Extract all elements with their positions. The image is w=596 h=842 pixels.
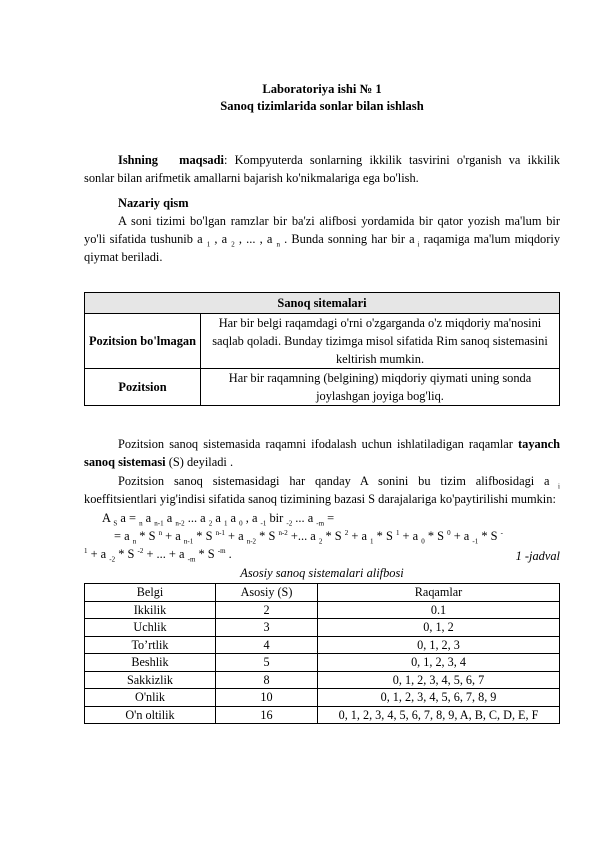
table-row <box>85 706 560 724</box>
table-cell: 0, 1, 2, 3, 4, 5, 6, 7 <box>318 671 560 689</box>
table-cell: 0, 1, 2, 3, 4, 5, 6, 7, 8, 9 <box>318 689 560 707</box>
theory-text-2: . Bunda sonning har bir a <box>284 232 415 246</box>
table-cell: 0, 1, 2, 3 <box>318 636 560 654</box>
base-paragraph <box>84 435 560 471</box>
table-cell: 0.1 <box>318 601 560 619</box>
system-name-cell: Pozitsion bo'lmagan <box>85 314 201 369</box>
table-cell: 0, 1, 2 <box>318 619 560 637</box>
table-row <box>85 619 560 637</box>
base-term: tayanch sanoq sistemasi <box>84 437 560 469</box>
table-cell: Beshlik <box>85 654 216 672</box>
table-cell: Sakkizlik <box>85 671 216 689</box>
table-cell: 0, 1, 2, 3, 4, 5, 6, 7, 8, 9, A, B, C, D, E, F <box>318 706 560 724</box>
aim-label: Ishning maqsadi <box>118 153 224 167</box>
theory-text-3: raqamiga ma'lum miqdoriy qiymat beriladi. <box>84 232 561 264</box>
expansion-paragraph: Pozitsion sanoq sistemasidagi har qanday A sonini bu tizim alifbosidagi a $_i$ koeffitsientlari yig'indisi sifatida sanoq tizimining bazasi S darajalariga ko'paytirilishi mumkin: <box>84 474 560 506</box>
table-cell: 10 <box>216 689 318 707</box>
formula-line-1: A $_S$ a = $_n$ a $_{n-1}$ a $_{n-2}$ ... a $_2$ a $_1$ a $_0$ , a $_{-1}$ bir $_{-2}$ ... a $_{-m}$ = <box>102 511 335 528</box>
column-header: Belgi <box>85 584 216 602</box>
column-header: Raqamlar <box>318 584 560 602</box>
theory-paragraph: A soni tizimi bo'lgan ramzlar bir ba'zi alifbosi yordamida bir qator yozish ma'lum bir yo'li sifatida tushunib a $_1$ , a $_2$ , ... , a $_n$ . Bunda sonning har bir a $_i$ raqamiga ma'lum miqdoriy qiymat beriladi. <box>84 214 561 264</box>
system-desc-cell: Har bir belgi raqamdagi o'rni o'zgarganda o'z miqdoriy ma'nosini saqlab qoladi. Bunday tizimga misol sifatida Rim sanoq sistemasini keltirish mumkin. <box>201 314 560 369</box>
expansion-text-2: koeffitsientlari yig'indisi sifatida sanoq tizimining bazasi S darajalariga ko'paytirilishi mumkin: <box>84 492 556 506</box>
table-row <box>85 689 560 707</box>
document-title: Laboratoriya ishi № 1 <box>262 82 382 96</box>
aim-paragraph <box>84 151 560 187</box>
systems-table-header: Sanoq sitemalari <box>85 293 560 314</box>
table-row <box>85 601 560 619</box>
table-row <box>85 671 560 689</box>
alphabet-table <box>84 583 560 724</box>
table-cell: O'nlik <box>85 689 216 707</box>
table-cell: 8 <box>216 671 318 689</box>
table-cell: 0, 1, 2, 3, 4 <box>318 654 560 672</box>
table-reference: 1 -jadval <box>515 549 560 563</box>
formula-line-2: = a $_n$ * S $^n$ + a $_{n-1}$ * S $^{n-1}$ + a $_{n-2}$ * S $^{n-2}$ +... a $_2$ * S $^2$ + a $_1$ * S $^1$ + a $_0$ * S $^0$ + a $_{-1}$ * S - $^1$ + a $_{-2}$ * S $^{-2}$ + ... + a $_{-m}$ * S $^{-m}$ . <box>84 528 503 564</box>
table-caption: Asosiy sanoq sistemalari alifbosi <box>240 566 404 580</box>
document-subtitle: Sanoq tizimlarida sonlar bilan ishlash <box>220 99 424 113</box>
table-cell: To’rtlik <box>85 636 216 654</box>
table-cell: 16 <box>216 706 318 724</box>
column-header: Asosiy (S) <box>216 584 318 602</box>
theory-text-1: A soni tizimi bo'lgan ramzlar bir ba'zi alifbosi yordamida bir qator yozish ma'lum bir yo'li sifatida tushunib <box>84 214 560 246</box>
expansion-text-1: Pozitsion sanoq sistemasidagi har qanday A sonini bu tizim alifbosidagi a <box>118 474 550 488</box>
table-cell: 3 <box>216 619 318 637</box>
table-cell: O'n oltilik <box>85 706 216 724</box>
table-row <box>85 654 560 672</box>
table-cell: Uchlik <box>85 619 216 637</box>
table-cell: Ikkilik <box>85 601 216 619</box>
number-systems-table <box>84 292 560 406</box>
table-cell: 5 <box>216 654 318 672</box>
table-cell: 4 <box>216 636 318 654</box>
table-row <box>85 636 560 654</box>
system-desc-cell: Har bir raqamning (belgining) miqdoriy qiymati uning sonda joylashgan joyiga bog'liq. <box>201 369 560 406</box>
base-text-1: Pozitsion sanoq sistemasida raqamni ifodalash uchun ishlatiladigan raqamlar <box>118 437 513 451</box>
base-text-2: (S) deyiladi . <box>168 455 234 469</box>
theory-heading: Nazariy qism <box>118 196 189 210</box>
table-cell: 2 <box>216 601 318 619</box>
aim-text: : Kompyuterda sonlarning ikkilik tasvirini o'rganish va ikkilik sonlar bilan arifmetik amallarni bajarish ko'nikmalariga ega bo'lish. <box>84 153 561 185</box>
system-name-cell: Pozitsion <box>85 369 201 406</box>
